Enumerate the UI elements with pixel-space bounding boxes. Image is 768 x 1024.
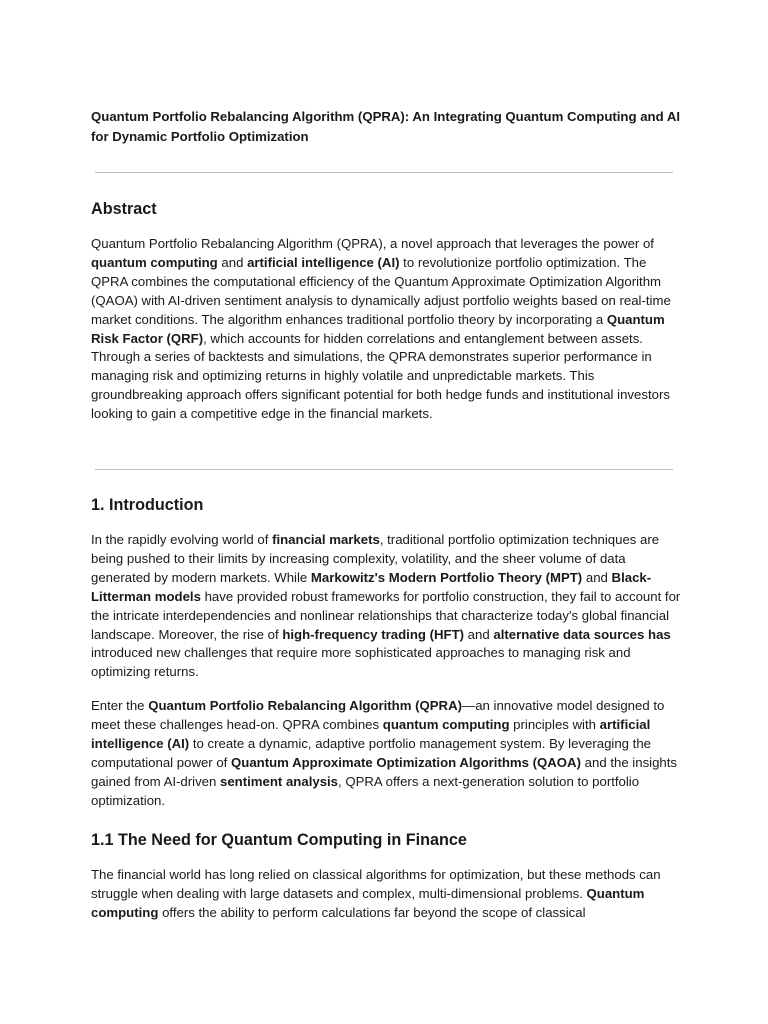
text-run: introduced new challenges that require more sophisticated approaches to managing risk and optimizing returns. <box>91 645 631 680</box>
text-run: , which accounts for hidden correlations and entanglement between assets. Through a series of backtests and simulations, the QPRA demonstrates superior performance in managing risk and optimizing returns in highly volatile and unpredictable markets. This groundbreaking approach offers significant potential for both hedge funds and institutional investors looking to gain a competitive edge in the financial markets. <box>91 330 670 422</box>
bold-term: Black-Litterman models <box>91 569 652 604</box>
text-run: principles with <box>509 716 600 732</box>
text-run: , traditional portfolio optimization techniques are being pushed to their limits by increasing complexity, volatility, and the sheer volume of data generated by modern markets. While <box>91 532 660 585</box>
bold-term: Quantum computing <box>91 885 645 920</box>
text-run: The financial world has long relied on classical algorithms for optimization, but these methods can struggle when dealing with large datasets and complex, multi-dimensional problems. <box>91 867 661 901</box>
bold-term: quantum computing <box>91 254 218 270</box>
text-run: In the rapidly evolving world of <box>91 532 273 547</box>
text-run: to create a dynamic, adaptive portfolio management system. By leveraging the computational power of <box>91 735 651 770</box>
introduction-paragraph-2 <box>91 697 681 810</box>
bold-term: financial markets <box>272 532 380 547</box>
text-run: and <box>217 254 248 270</box>
bold-term: alternative data sources has <box>493 626 671 642</box>
document-title: Quantum Portfolio Rebalancing Algorithm (QPRA): An Integrating Quantum Computing and AI for Dynamic Portfolio Optimization <box>91 109 681 144</box>
abstract-heading: Abstract <box>91 200 157 218</box>
bold-term: artificial intelligence (AI) <box>91 716 651 751</box>
bold-term: Quantum Portfolio Rebalancing Algorithm (QPRA) <box>148 698 462 713</box>
text-run: Enter the <box>91 698 149 713</box>
text-run: and <box>582 569 612 585</box>
text-run: to revolutionize portfolio optimization. The QPRA combines the computational efficiency of the Quantum Approximate Optimization Algorithm (QAOA) with AI-driven sentiment analysis to dynamically adjust portfolio weights based on real-time market conditions. The algorithm enhances traditional portfolio theory by incorporating a <box>91 254 671 327</box>
text-run: have provided robust frameworks for portfolio construction, they fail to account for the intricate interdependencies and nonlinear relationships that characterize today's global financial landscape. Moreover, the rise of <box>91 588 681 642</box>
bold-term: quantum computing <box>382 716 510 732</box>
abstract-paragraph <box>91 235 681 424</box>
text-run: Quantum Portfolio Rebalancing Algorithm (QPRA), a novel approach that leverages the power of <box>91 236 654 251</box>
introduction-heading: 1. Introduction <box>91 496 204 514</box>
introduction-paragraph-1 <box>91 531 681 682</box>
bold-term: artificial intelligence (AI) <box>247 254 400 270</box>
section-1-1-paragraph <box>91 866 681 923</box>
text-run: and <box>464 626 494 642</box>
section-1-1-heading: 1.1 The Need for Quantum Computing in Finance <box>91 831 467 849</box>
bold-term: Quantum Risk Factor (QRF) <box>91 311 665 346</box>
bold-term: sentiment analysis <box>220 773 339 789</box>
bold-term: Quantum Approximate Optimization Algorithms (QAOA) <box>231 754 581 770</box>
bold-term: Markowitz's Modern Portfolio Theory (MPT) <box>310 569 583 585</box>
bold-term: high-frequency trading (HFT) <box>282 626 465 642</box>
divider <box>95 469 673 470</box>
text-run: and the insights gained from AI-driven <box>91 754 678 789</box>
text-run: —an innovative model designed to meet these challenges head-on. QPRA combines <box>91 698 665 732</box>
text-run: offers the ability to perform calculations far beyond the scope of classical <box>158 904 586 920</box>
divider <box>95 172 673 173</box>
text-run: , QPRA offers a next-generation solution to portfolio optimization. <box>91 773 640 808</box>
